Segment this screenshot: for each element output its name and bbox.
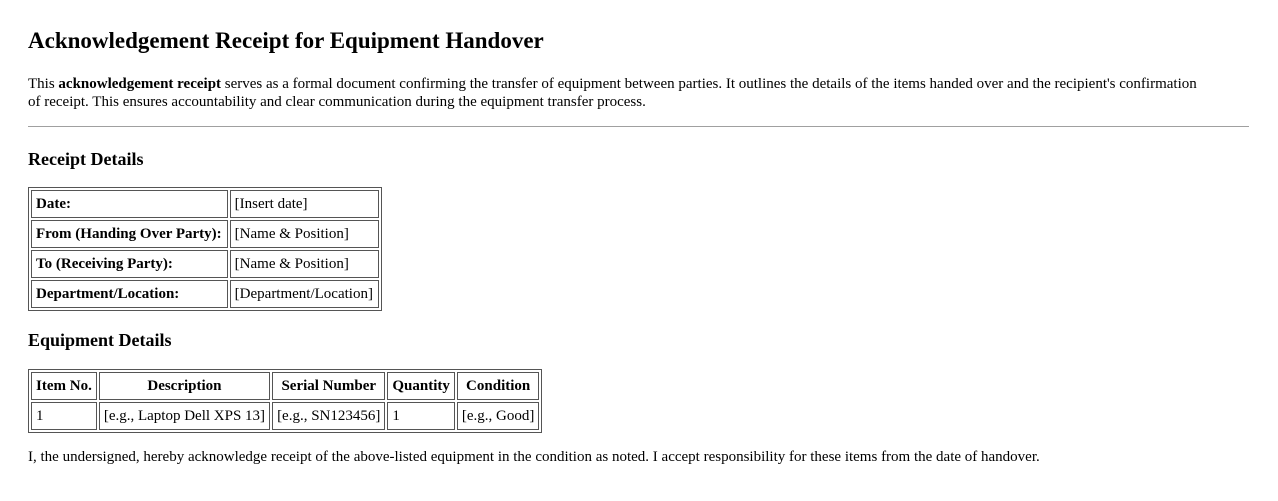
cell-serial-number: [e.g., SN123456] [272,402,385,430]
table-row [31,220,379,248]
table-row [31,402,539,430]
column-header-item-no: Item No. [31,372,97,400]
receipt-label-date: Date: [31,190,228,218]
table-row [31,280,379,308]
page-title: Acknowledgement Receipt for Equipment Handover [28,28,544,53]
receipt-value-department: [Department/Location] [230,280,379,308]
receipt-label-from: From (Handing Over Party): [31,220,228,248]
declaration-text: I, the undersigned, hereby acknowledge receipt of the above-listed equipment in the condition as noted. I accept responsibility for these items from the date of handover. [28,449,1040,465]
column-header-condition: Condition [457,372,539,400]
cell-item-no: 1 [31,402,97,430]
column-header-quantity: Quantity [387,372,455,400]
receipt-label-department: Department/Location: [31,280,228,308]
intro-text-start: This [28,76,59,92]
intro-paragraph [28,75,1208,111]
section-divider [28,126,1249,127]
column-header-serial-number: Serial Number [272,372,385,400]
table-header-row [31,372,539,400]
receipt-value-from: [Name & Position] [230,220,379,248]
intro-bold-term: acknowledgement receipt [58,76,222,92]
receipt-label-to: To (Receiving Party): [31,250,228,278]
cell-quantity: 1 [387,402,455,430]
table-row [31,190,379,218]
receipt-value-date: [Insert date] [230,190,379,218]
intro-text-rest: serves as a formal document confirming the transfer of equipment between parties. It outlines the details of the items handed over and the recipient's confirmation of receipt. This ensures accountability and clear communication during the equipment transfer process. [28,76,1197,110]
receipt-details-table [28,187,382,311]
column-header-description: Description [99,372,270,400]
table-row [31,250,379,278]
cell-description: [e.g., Laptop Dell XPS 13] [99,402,270,430]
equipment-details-table [28,369,542,433]
receipt-details-heading: Receipt Details [28,149,144,169]
receipt-value-to: [Name & Position] [230,250,379,278]
cell-condition: [e.g., Good] [457,402,539,430]
equipment-details-heading: Equipment Details [28,330,172,350]
